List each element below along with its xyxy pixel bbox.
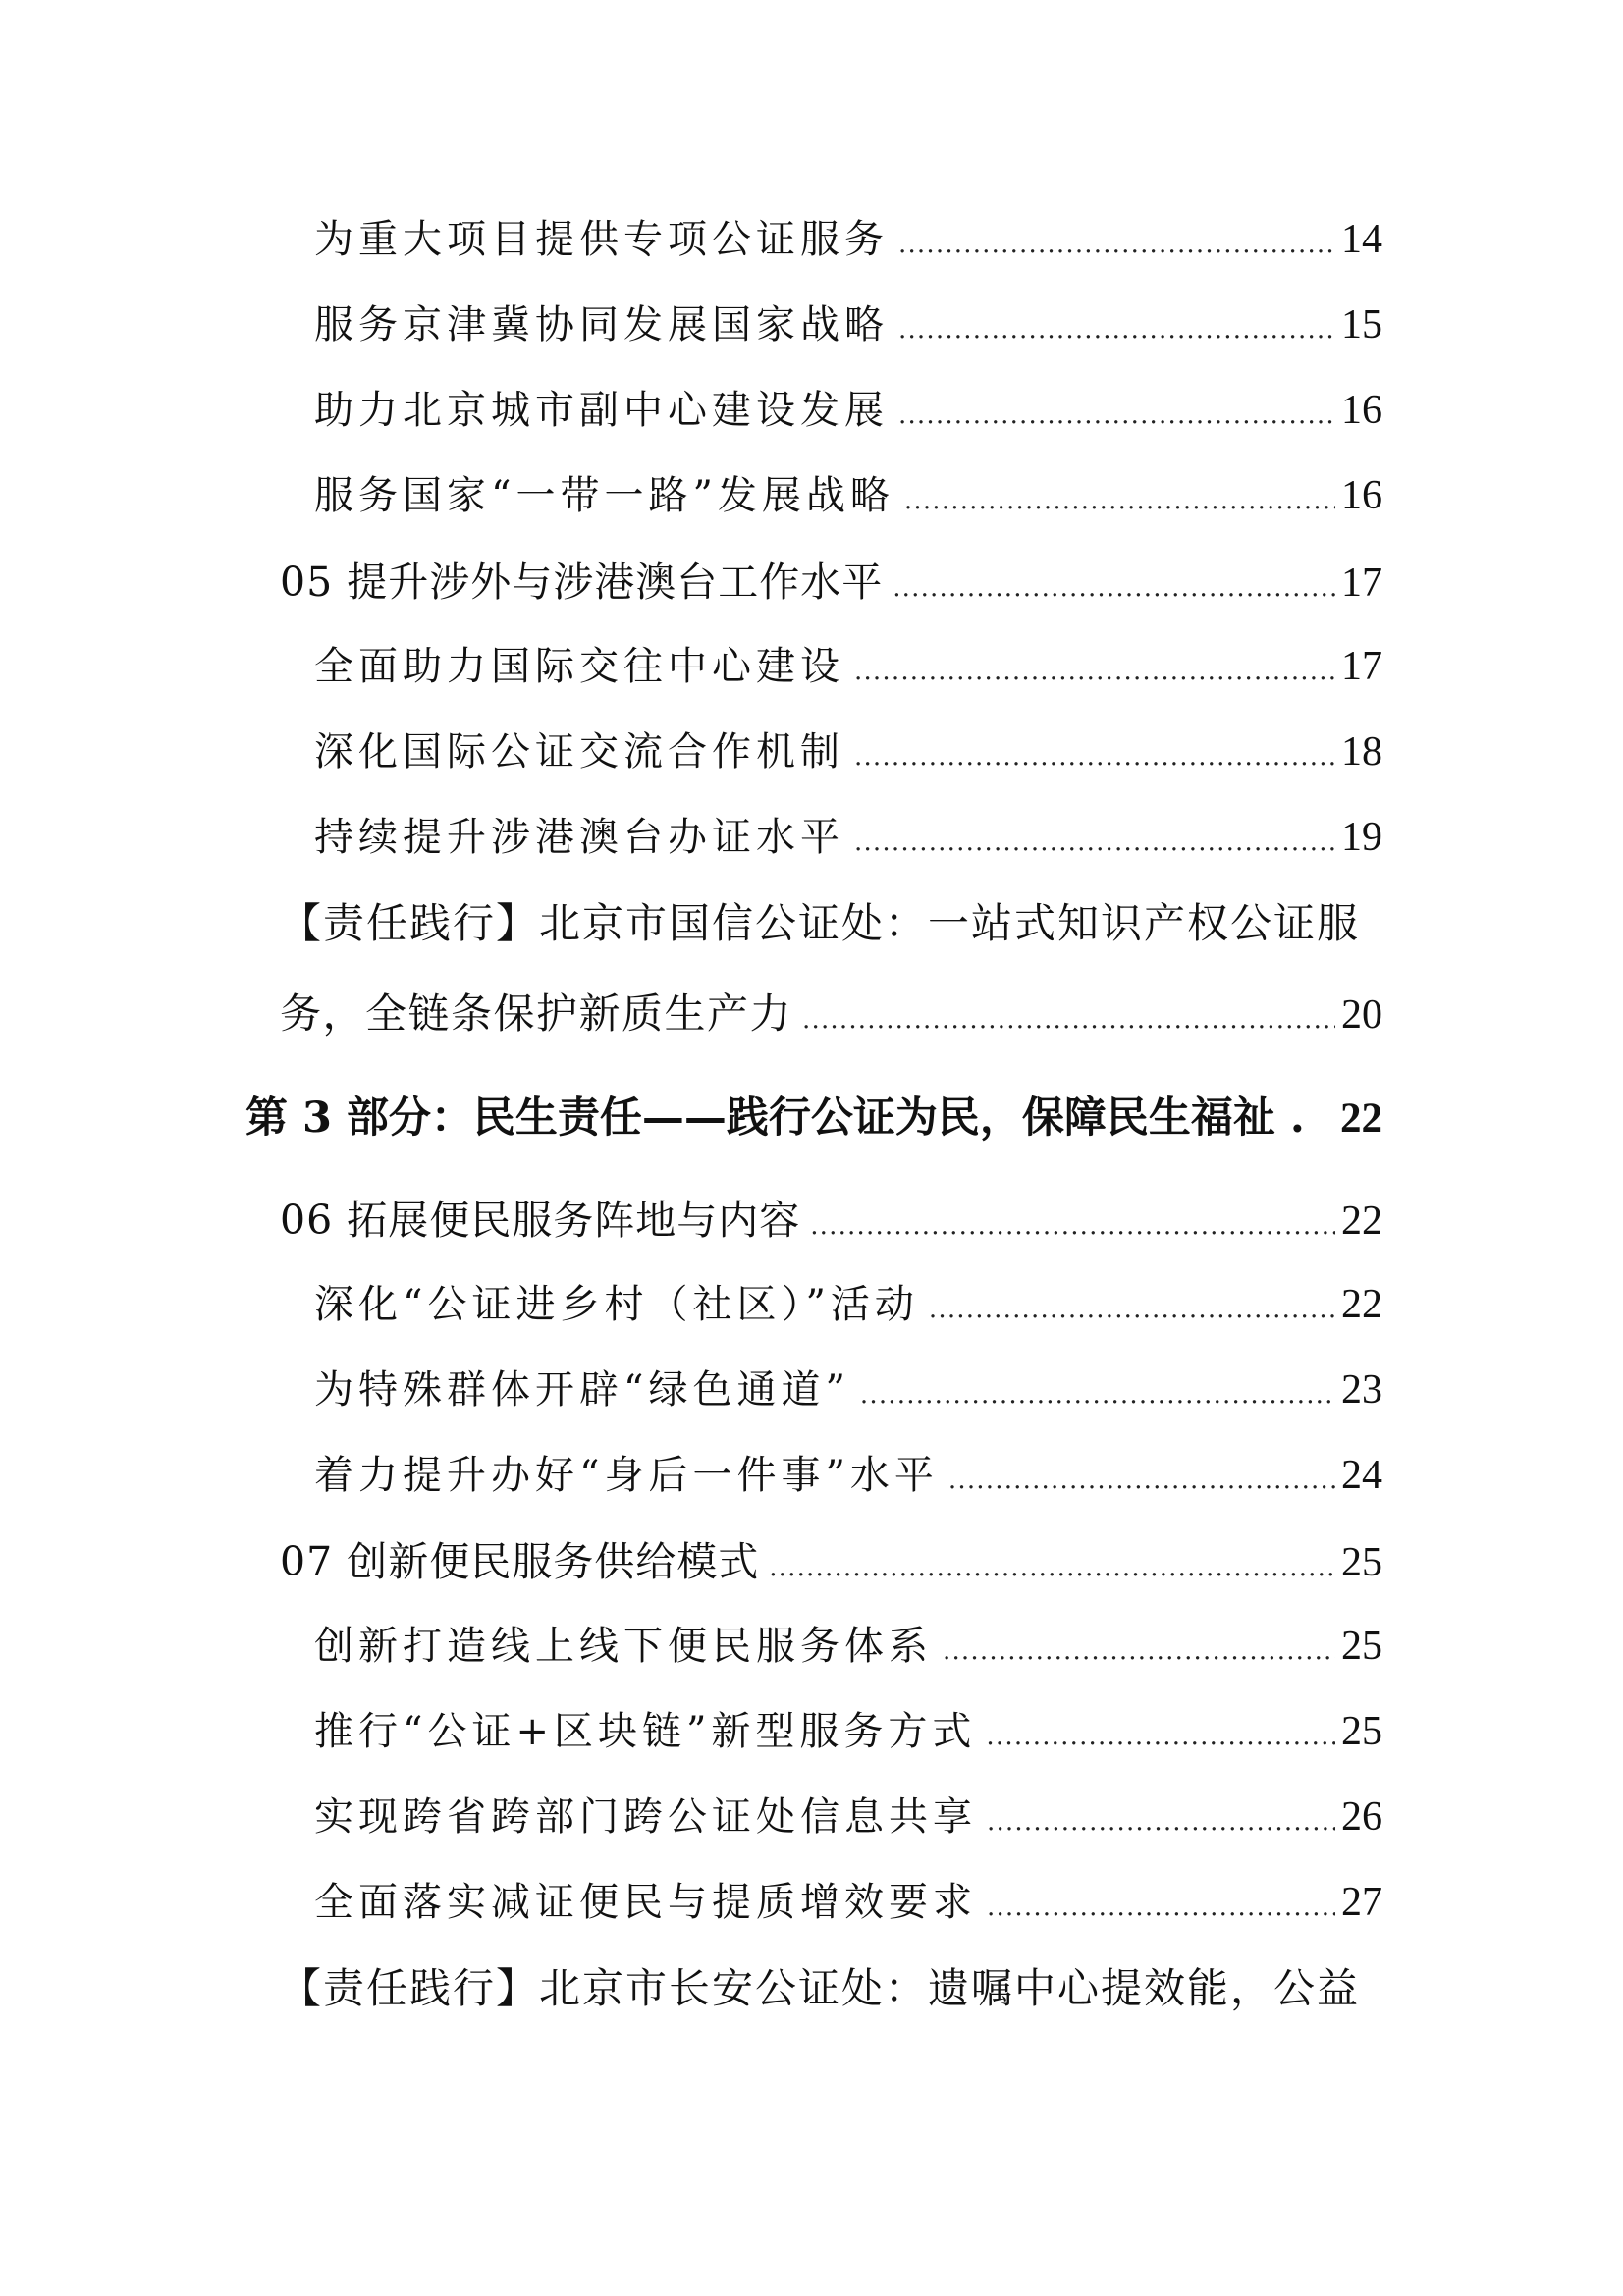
toc-entry[interactable] bbox=[314, 1273, 1382, 1329]
toc-entry-title: 推行“公证+区块链”新型服务方式 bbox=[314, 1709, 977, 1754]
toc-entry[interactable] bbox=[314, 635, 1382, 691]
toc-entry-title: 务，全链条保护新质生产力 bbox=[280, 989, 793, 1038]
toc-entry[interactable] bbox=[314, 208, 1382, 264]
toc-part-heading[interactable] bbox=[245, 1085, 1382, 1145]
toc-entry-title: 06 拓展便民服务阵地与内容 bbox=[280, 1197, 801, 1244]
dot-leader bbox=[802, 1005, 1335, 1035]
toc-entry[interactable] bbox=[314, 1786, 1382, 1842]
dot-leader bbox=[904, 486, 1335, 515]
dot-leader bbox=[943, 1636, 1335, 1666]
dot-leader bbox=[987, 1893, 1335, 1922]
toc-entry-title: 为特殊群体开辟“绿色通道” bbox=[314, 1367, 850, 1413]
toc-entry-page: 15 bbox=[1341, 302, 1382, 347]
toc-entry-page: 22 bbox=[1340, 1095, 1382, 1142]
toc-entry-page: 16 bbox=[1341, 388, 1382, 433]
toc-entry[interactable] bbox=[314, 1700, 1382, 1756]
dot-leader bbox=[898, 400, 1335, 430]
toc-entry[interactable] bbox=[314, 294, 1382, 349]
toc-entry-title: 深化国际公证交流合作机制 bbox=[314, 729, 844, 774]
toc-entry-title: 为重大项目提供专项公证服务 bbox=[314, 217, 889, 262]
toc-entry-title: 服务国家“一带一路”发展战略 bbox=[314, 473, 894, 518]
toc-entry-title: 深化“公证进乡村（社区）”活动 bbox=[314, 1282, 919, 1327]
dot-leader bbox=[898, 315, 1335, 345]
toc-case-entry[interactable] bbox=[280, 982, 1382, 1041]
toc-entry-page: 19 bbox=[1341, 815, 1382, 860]
toc-entry-title: 第 3 部分：民生责任——践行公证为民，保障民生福祉 . bbox=[245, 1094, 1305, 1143]
toc-entry-title: 全面助力国际交往中心建设 bbox=[314, 644, 844, 689]
toc-entry-page: 24 bbox=[1341, 1453, 1382, 1498]
dot-leader bbox=[986, 1722, 1335, 1751]
toc-entry[interactable] bbox=[314, 1871, 1382, 1927]
toc-entry-page: 26 bbox=[1341, 1794, 1382, 1840]
toc-entry-page: 22 bbox=[1341, 1199, 1382, 1244]
toc-entry-page: 14 bbox=[1341, 217, 1382, 262]
toc-entry-page: 22 bbox=[1341, 1282, 1382, 1327]
dot-leader bbox=[948, 1466, 1335, 1495]
toc-entry-page: 17 bbox=[1341, 561, 1382, 606]
dot-leader bbox=[987, 1807, 1335, 1837]
toc-entry[interactable] bbox=[314, 1615, 1382, 1671]
toc-section-entry[interactable] bbox=[280, 550, 1382, 608]
toc-entry-page: 25 bbox=[1341, 1624, 1382, 1669]
toc-entry[interactable] bbox=[314, 1444, 1382, 1500]
toc-entry-title: 05 提升涉外与涉港澳台工作水平 bbox=[280, 559, 884, 606]
toc-entry-title: 服务京津冀协同发展国家战略 bbox=[314, 302, 889, 347]
dot-leader bbox=[854, 657, 1335, 686]
toc-entry-page: 25 bbox=[1341, 1540, 1382, 1585]
toc-case-entry-line1[interactable]: 【责任践行】北京市国信公证处：一站式知识产权公证服 bbox=[280, 899, 1361, 947]
toc-entry-title: 07 创新便民服务供给模式 bbox=[280, 1538, 760, 1585]
toc-entry-page: 18 bbox=[1341, 729, 1382, 774]
toc-entry-page: 23 bbox=[1341, 1367, 1382, 1413]
toc-entry[interactable] bbox=[314, 806, 1382, 862]
toc-entry-title: 着力提升办好“身后一件事”水平 bbox=[314, 1453, 939, 1498]
toc-entry-title: 助力北京城市副中心建设发展 bbox=[314, 388, 889, 433]
toc-entry-page: 27 bbox=[1341, 1880, 1382, 1925]
toc-entry[interactable] bbox=[314, 1359, 1382, 1415]
toc-entry-title: 持续提升涉港澳台办证水平 bbox=[314, 815, 844, 860]
toc-entry-title: 实现跨省跨部门跨公证处信息共享 bbox=[314, 1794, 977, 1840]
toc-entry[interactable] bbox=[314, 379, 1382, 435]
dot-leader bbox=[769, 1553, 1335, 1582]
toc-entry-page: 17 bbox=[1341, 644, 1382, 689]
dot-leader bbox=[854, 828, 1335, 857]
toc-entry-page: 16 bbox=[1341, 473, 1382, 518]
toc-entry-title: 创新打造线上线下便民服务体系 bbox=[314, 1624, 933, 1669]
dot-leader bbox=[860, 1380, 1335, 1410]
toc-section-entry[interactable] bbox=[280, 1529, 1382, 1587]
dot-leader bbox=[854, 742, 1335, 772]
toc-section-entry[interactable] bbox=[280, 1188, 1382, 1246]
dot-leader bbox=[810, 1211, 1335, 1241]
toc-entry-title: 全面落实减证便民与提质增效要求 bbox=[314, 1880, 977, 1925]
toc-entry[interactable] bbox=[314, 464, 1382, 520]
dot-leader bbox=[898, 230, 1335, 259]
toc-entry[interactable] bbox=[314, 721, 1382, 776]
dot-leader bbox=[893, 573, 1335, 603]
toc-entry-page: 20 bbox=[1341, 992, 1382, 1038]
toc-entry-page: 25 bbox=[1341, 1709, 1382, 1754]
dot-leader bbox=[929, 1295, 1335, 1324]
toc-case-entry-line1[interactable]: 【责任践行】北京市长安公证处：遗嘱中心提效能，公益 bbox=[280, 1964, 1361, 2012]
